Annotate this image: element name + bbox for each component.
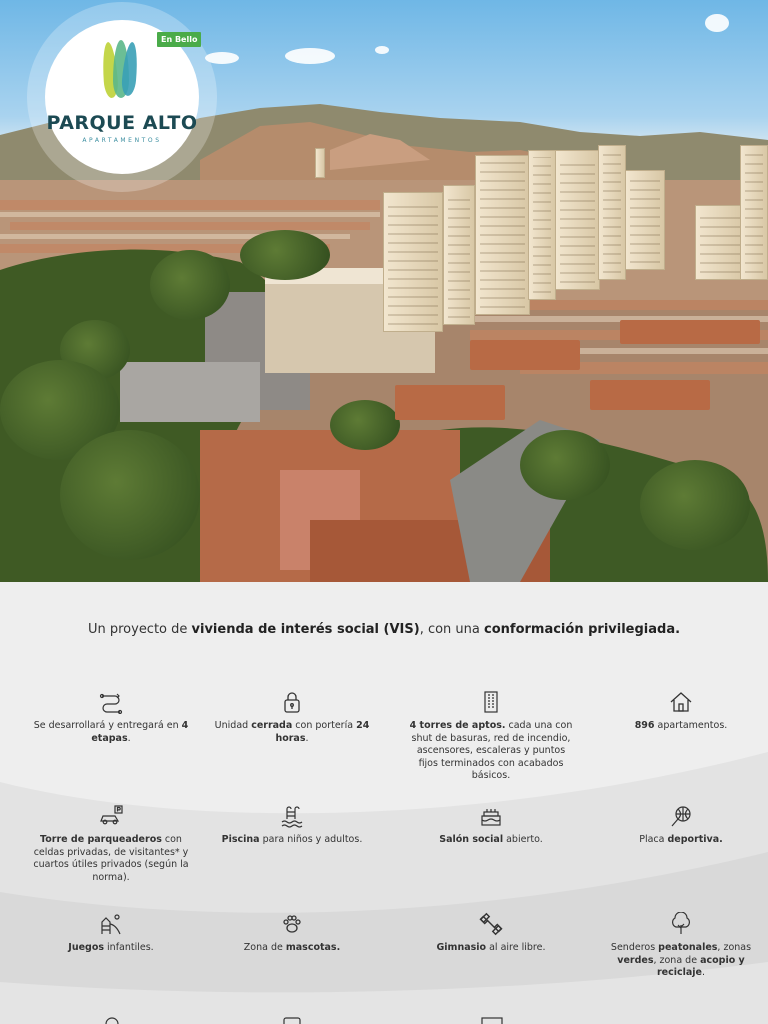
feature-text-run: , zonas [717, 942, 752, 953]
feature-text-run: . [127, 732, 131, 744]
feature-pool [207, 804, 377, 847]
feature-text-run: para niños y adultos. [259, 834, 363, 845]
tree-icon [669, 912, 693, 936]
playground-icon [99, 912, 123, 936]
feature-text [26, 720, 196, 745]
feature-text-bold: Salón social [439, 834, 504, 845]
feature-text [26, 942, 196, 955]
building-icon [479, 690, 503, 714]
feature-text-run: Se desarrollará y entregará en [33, 720, 182, 731]
feature-text-bold: 4 torres de aptos. [409, 720, 506, 731]
pool-icon [280, 804, 304, 828]
feature-text-bold: cerrada [251, 720, 293, 731]
feature-text-run: . [701, 967, 706, 978]
feature-text [406, 942, 576, 955]
feature-text [406, 720, 576, 783]
feature-text-run: Unidad [214, 720, 252, 731]
feature-text [596, 942, 766, 980]
map-icon [480, 1016, 504, 1024]
feature-text-bold: mascotas. [285, 942, 341, 953]
feature-text-bold: 24 horas [275, 720, 370, 744]
feature-green-trails [596, 912, 766, 980]
feature-text-bold: deportiva. [667, 834, 723, 845]
feature-text-run: Zona de [243, 942, 286, 953]
feature-text-run: , zona de [653, 954, 701, 966]
sports-ball-icon [669, 804, 693, 828]
feature-text [207, 834, 377, 847]
parking-icon [99, 804, 123, 828]
cake-icon [479, 804, 503, 828]
feature-text [596, 720, 766, 733]
feature-pet-zone [207, 912, 377, 955]
feature-text-bold: Gimnasio [436, 942, 487, 953]
feature-text-run: apartamentos. [654, 720, 728, 731]
feature-text-bold: 896 [634, 720, 655, 731]
stages-icon [99, 690, 123, 714]
feature-text-bold: Piscina [221, 834, 260, 845]
feature-text [596, 834, 766, 847]
feature-text [26, 834, 196, 884]
tagline-text-mid: , con una [419, 622, 485, 637]
feature-towers [406, 690, 576, 783]
brand-name: PARQUE ALTO [46, 112, 198, 134]
feature-parking [26, 804, 196, 884]
feature-text-bold: Juegos [68, 942, 105, 953]
feature-text-bold: Torre de parqueaderos [40, 834, 162, 845]
tagline [0, 622, 768, 637]
feature-text-run: Senderos [610, 942, 659, 953]
feature-text-run: con portería [292, 720, 357, 731]
house-icon [669, 690, 693, 714]
brand-subtitle: APARTAMENTOS [82, 137, 162, 144]
feature-playground [26, 912, 196, 955]
feature-text-bold: acopio y reciclaje [656, 954, 745, 978]
feature-text-run: Placa [639, 834, 668, 845]
tagline-highlight-conformation: conformación privilegiada. [484, 622, 681, 637]
dumbbell-icon [479, 912, 503, 936]
feature-text-bold: 4 etapas [91, 720, 189, 744]
feature-apartments [596, 690, 766, 733]
feature-text-run: abierto. [503, 834, 543, 845]
location-badge: En Bello [157, 32, 201, 47]
feature-text-bold: verdes [617, 954, 654, 966]
feature-stages [26, 690, 196, 745]
tagline-text: Un proyecto de [87, 622, 192, 637]
feature-text-run: con celdas privadas, de visitantes* y cuartos útiles privados (según la norma). [33, 834, 189, 883]
feature-outdoor-gym [406, 912, 576, 955]
features-section [0, 582, 768, 1024]
feature-text-run: cada una con shut de basuras, red de incendio, ascensores, escaleras y puntos fijos terminados con acabados básicos. [411, 720, 573, 781]
paw-icon [280, 912, 304, 936]
bus-icon [282, 1016, 302, 1024]
feature-social-hall [406, 804, 576, 847]
lock-icon [280, 690, 304, 714]
feature-text [207, 942, 377, 955]
feature-text-run: infantiles. [104, 942, 154, 953]
tagline-highlight-vis: vivienda de interés social (VIS) [191, 622, 420, 637]
feature-sports-court [596, 804, 766, 847]
feature-text [207, 720, 377, 745]
feature-text-bold: peatonales [658, 942, 718, 953]
info-icon [104, 1016, 120, 1024]
feature-closed-unit [207, 690, 377, 745]
feature-text-run: al aire libre. [486, 942, 546, 953]
feature-text-run: . [305, 732, 309, 744]
feature-text [406, 834, 576, 847]
